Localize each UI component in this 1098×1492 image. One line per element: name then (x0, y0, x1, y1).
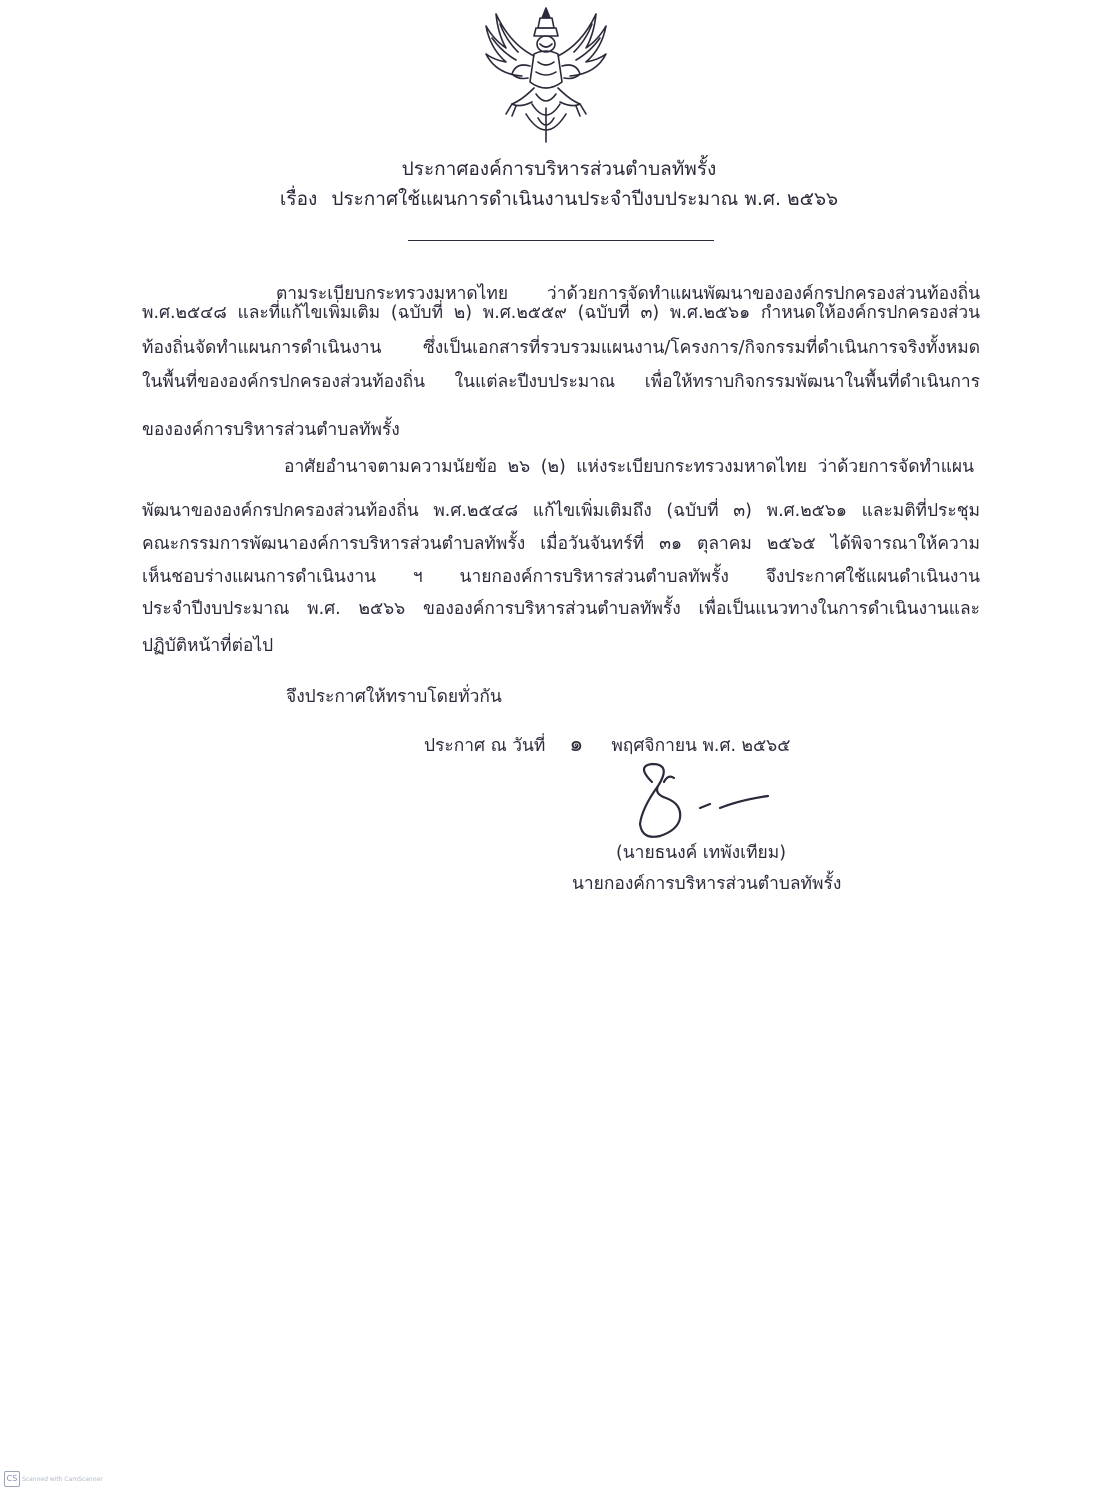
camscanner-logo: CS (4, 1471, 20, 1487)
subject-text: ประกาศใช้แผนการดำเนินงานประจำปีงบประมาณ พ.ศ. ๒๕๖๖ (331, 188, 839, 210)
announcement-title: ประกาศองค์การบริหารส่วนตำบลทัพรั้ง (401, 158, 717, 180)
paragraph1-line: ในพื้นที่ขององค์กรปกครองส่วนท้องถิ่น ในแต่ละปีงบประมาณ เพื่อให้ทราบกิจกรรมพัฒนาในพื้นที่ดำเนินการ (142, 372, 980, 392)
signer-title: นายกองค์การบริหารส่วนตำบลทัพรั้ง (572, 874, 842, 894)
paragraph2-line: พัฒนาขององค์กรปกครองส่วนท้องถิ่น พ.ศ.๒๕๔๘ แก้ไขเพิ่มเติมถึง (ฉบับที่ ๓) พ.ศ.๒๕๖๑ และมติที่ประชุม (142, 501, 980, 521)
paragraph2-line: คณะกรรมการพัฒนาองค์การบริหารส่วนตำบลทัพรั้ง เมื่อวันจันทร์ที่ ๓๑ ตุลาคม ๒๕๖๕ ได้พิจารณาให้ความ (142, 534, 980, 554)
announcement-subject (10, 184, 1098, 214)
title-divider (408, 240, 714, 241)
garuda-emblem-icon (476, 4, 616, 152)
signer-name: (นายธนงค์ เทพังเทียม) (616, 843, 786, 863)
paragraph1-line: ขององค์การบริหารส่วนตำบลทัพรั้ง (142, 420, 400, 440)
paragraph2-line: ประจำปีงบประมาณ พ.ศ. ๒๕๖๖ ขององค์การบริหารส่วนตำบลทัพรั้ง เพื่อเป็นแนวทางในการดำเนินงานและ (142, 599, 980, 619)
handwritten-signature (628, 760, 778, 842)
announcement-date (424, 726, 790, 761)
subject-label: เรื่อง (279, 188, 318, 210)
paragraph1-line: ตามระเบียบกระทรวงมหาดไทย ว่าด้วยการจัดทำแผนพัฒนาขององค์กรปกครองส่วนท้องถิ่น (276, 284, 980, 304)
date-rest: พฤศจิกายน พ.ศ. ๒๕๖๕ (611, 736, 791, 756)
paragraph1-line: ท้องถิ่นจัดทำแผนการดำเนินงาน ซึ่งเป็นเอกสารที่รวบรวมแผนงาน/โครงการ/กิจกรรมที่ดำเนินการจริงทั้งหมด (142, 338, 980, 358)
paragraph1-line: พ.ศ.๒๕๔๘ และที่แก้ไขเพิ่มเติม (ฉบับที่ ๒) พ.ศ.๒๕๕๙ (ฉบับที่ ๓) พ.ศ.๒๕๖๑ กำหนดให้องค์กรปกครองส่วน (142, 303, 980, 323)
paragraph2-line: เห็นชอบร่างแผนการดำเนินงาน ฯ นายกองค์การบริหารส่วนตำบลทัพรั้ง จึงประกาศใช้แผนดำเนินงาน (142, 567, 980, 587)
date-day: ๑ (569, 732, 584, 757)
date-prefix: ประกาศ ณ วันที่ (424, 736, 546, 756)
camscanner-text: Scanned with CamScanner (22, 1476, 103, 1483)
paragraph2-line: อาศัยอำนาจตามความนัยข้อ ๒๖ (๒) แห่งระเบียบกระทรวงมหาดไทย ว่าด้วยการจัดทำแผน (284, 457, 974, 477)
closing-announce: จึงประกาศให้ทราบโดยทั่วกัน (286, 687, 502, 707)
paragraph2-line: ปฏิบัติหน้าที่ต่อไป (142, 636, 274, 656)
